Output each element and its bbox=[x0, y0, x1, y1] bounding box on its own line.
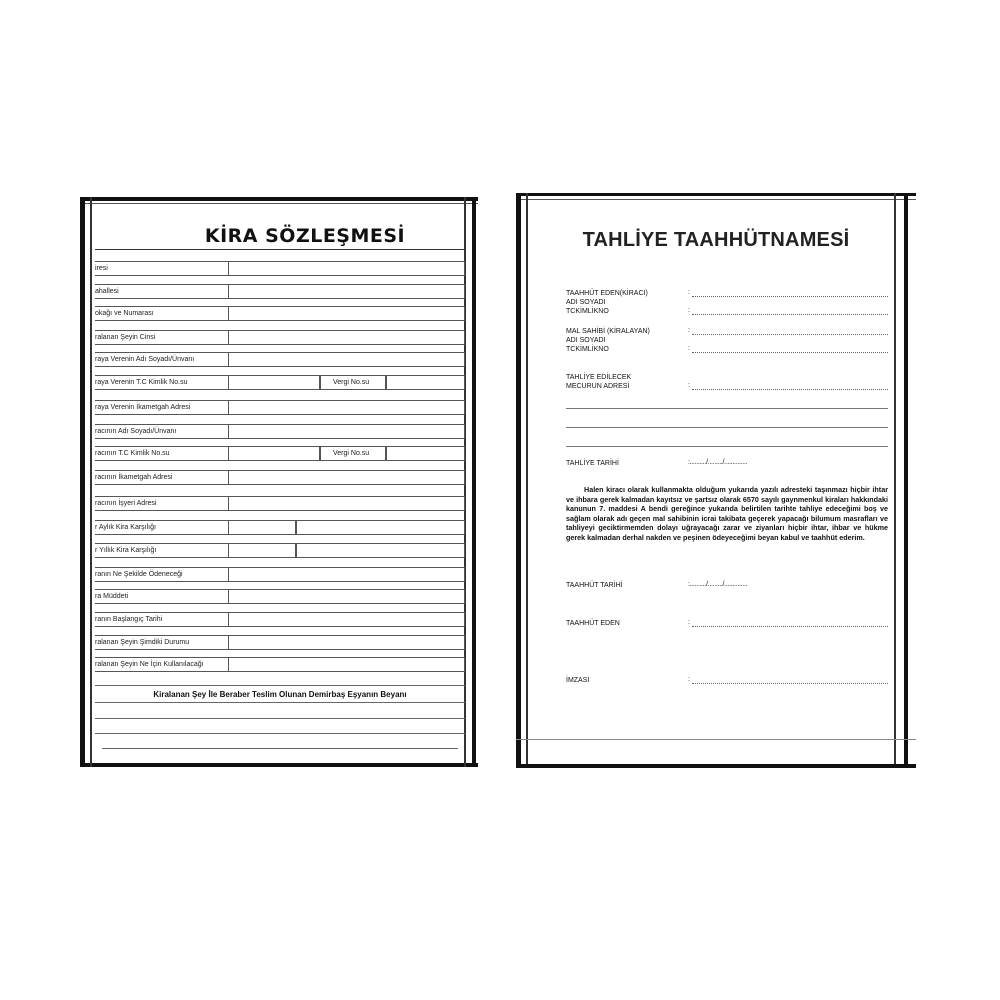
vergi-no-value[interactable] bbox=[386, 446, 465, 461]
frame-border bbox=[516, 739, 916, 740]
taahhut-tarihi-field[interactable]: :........../........./.............. bbox=[688, 581, 748, 588]
divider bbox=[95, 249, 465, 250]
kiraci-tckimlik-field[interactable] bbox=[692, 314, 888, 315]
field-label-tahliye-edilecek: TAHLİYE EDİLECEK bbox=[566, 374, 632, 381]
form-row-label: iresi bbox=[95, 261, 228, 276]
form-row-value[interactable] bbox=[228, 261, 465, 276]
field-label-mecurun-adresi: MECURUN ADRESİ bbox=[566, 383, 630, 390]
kiraci-field[interactable] bbox=[692, 296, 888, 297]
form-row-value[interactable] bbox=[228, 657, 465, 672]
taahhut-eden-field[interactable] bbox=[692, 626, 888, 627]
form-row bbox=[95, 352, 465, 367]
mal-sahibi-field[interactable] bbox=[692, 334, 888, 335]
form-row bbox=[95, 424, 465, 439]
form-row-label: ranın Başlangıç Tarihi bbox=[95, 612, 228, 627]
mal-sahibi-tckimlik-field[interactable] bbox=[692, 352, 888, 353]
form-row-label: r Aylık Kira Karşılığı bbox=[95, 520, 228, 535]
document-title: KİRA SÖZLEŞMESİ bbox=[204, 225, 406, 247]
form-row bbox=[95, 446, 465, 461]
colon: : bbox=[688, 289, 690, 296]
form-row-label: raya Verenin Adı Soyadı/Ünvanı bbox=[95, 352, 228, 367]
form-row-value[interactable] bbox=[228, 306, 465, 321]
frame-border bbox=[472, 197, 476, 767]
form-row-label: ralanan Şeyin Ne İçin Kullanılacağı bbox=[95, 657, 228, 672]
field-label-tahliye-tarihi: TAHLİYE TARİHİ bbox=[566, 460, 619, 467]
frame-border bbox=[90, 197, 92, 767]
kira-sozlesmesi-document bbox=[80, 197, 478, 767]
field-label-imzasi: İMZASI bbox=[566, 677, 590, 684]
form-row bbox=[95, 330, 465, 345]
frame-border bbox=[80, 203, 478, 204]
section-title: Kiralanan Şey İle Beraber Teslim Olunan Demirbaş Eşyanın Beyanı bbox=[153, 690, 407, 699]
form-row-value[interactable] bbox=[228, 612, 465, 627]
form-row-value[interactable] bbox=[228, 589, 465, 604]
form-row-label: ralanan Şeyin Şimdiki Durumu bbox=[95, 635, 228, 650]
divider bbox=[95, 733, 465, 734]
form-row bbox=[95, 635, 465, 650]
form-row bbox=[95, 375, 465, 390]
field-label-taahhut-tarihi: TAAHHÜT TARİHİ bbox=[566, 582, 623, 589]
frame-border bbox=[516, 199, 916, 200]
form-row-value[interactable] bbox=[228, 543, 296, 558]
colon: : bbox=[688, 676, 690, 683]
form-row-value[interactable] bbox=[228, 330, 465, 345]
taahhut-paragraph: Halen kiracı olarak kullanmakta olduğum yukarıda yazılı adresteki taşınmazı hiçbir ihtar ve ihbara gerek kalmadan kayıtsız ve şartsız olarak 6570 sayılı gaynmenkul kiraları hakkındaki kanunun 7. maddesi A bendi gereğince yukarıda belirtilen tarihte tahliye edeceğimi boş ve sağlam olarak adı geçen mal sahibinin icrai takibata geçerek yapacağı bilumum masrafları ve tahliyeyi geciktirmemden dolayı uğrayacağı zarar ve ziyanları hiçbir ihtar, ihbar ve hükme gerek kalmadan derhal nakden ve peşinen ödeyeceğimi beyan kabul ve taahhüt ederim. bbox=[566, 485, 888, 542]
form-row-value[interactable] bbox=[228, 635, 465, 650]
form-row bbox=[95, 470, 465, 485]
colon: : bbox=[688, 327, 690, 334]
frame-border bbox=[904, 193, 908, 768]
form-row-value[interactable] bbox=[228, 375, 320, 390]
form-row-value[interactable] bbox=[228, 284, 465, 299]
vergi-no-label: Vergi No.su bbox=[320, 375, 386, 390]
frame-border bbox=[80, 197, 85, 767]
form-row bbox=[95, 261, 465, 276]
form-row-label: racının İşyeri Adresi bbox=[95, 496, 228, 511]
form-row-label: ahallesi bbox=[95, 284, 228, 299]
adres-field[interactable] bbox=[692, 389, 888, 390]
form-row-label: okağı ve Numarası bbox=[95, 306, 228, 321]
form-row-label: racının İkametgah Adresi bbox=[95, 470, 228, 485]
frame-border bbox=[80, 197, 478, 201]
tahliye-taahhutnamesi-document bbox=[516, 193, 916, 768]
form-row bbox=[95, 612, 465, 627]
divider bbox=[102, 748, 458, 749]
adres-line[interactable] bbox=[566, 446, 888, 447]
field-label-mal-sahibi: MAL SAHİBİ (KİRALAYAN) bbox=[566, 328, 650, 335]
colon: : bbox=[688, 619, 690, 626]
form-row bbox=[95, 284, 465, 299]
form-row bbox=[95, 589, 465, 604]
field-label-tckimlikno: TCKİMLİKNO bbox=[566, 346, 609, 353]
vergi-no-label: Vergi No.su bbox=[320, 446, 386, 461]
frame-border bbox=[516, 193, 521, 768]
form-row bbox=[95, 520, 465, 535]
form-row-label: racının T.C Kimlik No.su bbox=[95, 446, 228, 461]
divider bbox=[95, 685, 465, 686]
form-row-label: ranın Ne Şekilde Ödeneceği bbox=[95, 567, 228, 582]
tahliye-tarihi-field[interactable]: :........../........./.............. bbox=[688, 459, 748, 466]
form-row bbox=[95, 496, 465, 511]
form-row-value[interactable] bbox=[228, 446, 320, 461]
imza-field[interactable] bbox=[692, 683, 888, 684]
frame-border bbox=[526, 193, 528, 768]
field-label-adi-soyadi: ADI SOYADI bbox=[566, 337, 606, 344]
document-title: TAHLİYE TAAHHÜTNAMESİ bbox=[582, 229, 850, 251]
adres-line[interactable] bbox=[566, 427, 888, 428]
frame-border bbox=[80, 763, 478, 767]
form-row-label: ra Müddeti bbox=[95, 589, 228, 604]
form-row-value[interactable] bbox=[228, 496, 465, 511]
form-row-value[interactable] bbox=[296, 543, 465, 558]
colon: : bbox=[688, 382, 690, 389]
form-row bbox=[95, 657, 465, 672]
form-row-label: ralanan Şeyin Cinsi bbox=[95, 330, 228, 345]
divider bbox=[95, 702, 465, 703]
form-row bbox=[95, 306, 465, 321]
form-row bbox=[95, 543, 465, 558]
field-label-taahhut-eden-kiraci: TAAHHÜT EDEN(KİRACI) bbox=[566, 290, 648, 297]
vergi-no-value[interactable] bbox=[386, 375, 465, 390]
divider bbox=[95, 718, 465, 719]
form-row-label: raya Verenin T.C Kimlik No.su bbox=[95, 375, 228, 390]
form-row-value[interactable] bbox=[228, 352, 465, 367]
frame-border bbox=[516, 193, 916, 196]
field-label-tckimlikno: TCKİMLİKNO bbox=[566, 308, 609, 315]
form-row-value[interactable] bbox=[228, 400, 465, 415]
colon: : bbox=[688, 345, 690, 352]
form-row bbox=[95, 567, 465, 582]
form-row bbox=[95, 400, 465, 415]
form-row-value[interactable] bbox=[296, 520, 465, 535]
form-row-value[interactable] bbox=[228, 470, 465, 485]
form-row-value[interactable] bbox=[228, 424, 465, 439]
frame-border bbox=[516, 764, 916, 768]
form-row-label: racının Adı Soyadı/Ünvanı bbox=[95, 424, 228, 439]
form-row-label: r Yıllık Kira Karşılığı bbox=[95, 543, 228, 558]
colon: : bbox=[688, 307, 690, 314]
frame-border bbox=[894, 193, 896, 768]
form-row-value[interactable] bbox=[228, 520, 296, 535]
form-row-label: raya Verenin İkametgah Adresi bbox=[95, 400, 228, 415]
field-label-taahhut-eden: TAAHHÜT EDEN bbox=[566, 620, 620, 627]
field-label-adi-soyadi: ADI SOYADI bbox=[566, 299, 606, 306]
form-row-value[interactable] bbox=[228, 567, 465, 582]
adres-line[interactable] bbox=[566, 408, 888, 409]
